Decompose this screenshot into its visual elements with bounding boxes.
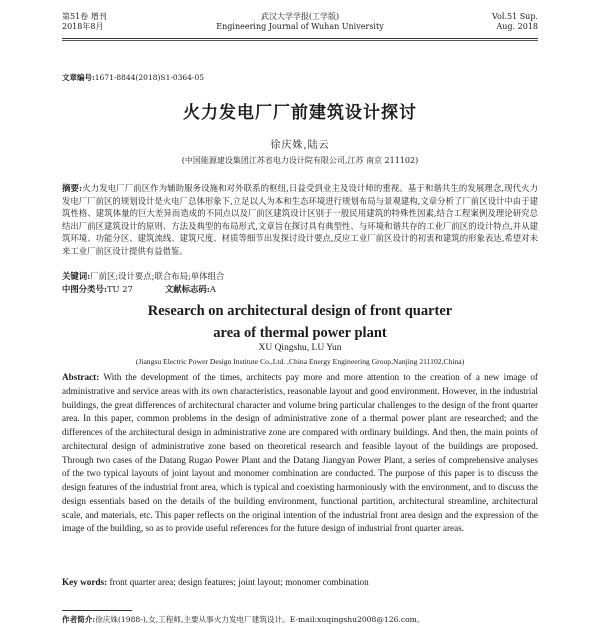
chinese-keywords — [62, 270, 538, 282]
header-rule-thin — [62, 40, 538, 41]
document-code-value: A — [209, 284, 216, 294]
english-title-line1: Research on architectural design of front quarter — [147, 303, 453, 319]
article-number-label: 文章编号: — [62, 73, 95, 82]
header-journal-cn: 武汉大学学报(工学版) — [260, 12, 340, 21]
footnote-text: 徐庆姝(1988-),女,工程师,主要从事火力发电厂建筑设计。E-mail:xuqingshu2008@126.com。 — [95, 615, 425, 624]
english-title — [0, 300, 600, 344]
english-keywords — [62, 577, 538, 587]
chinese-abstract-text: 火力发电厂厂前区作为辅助服务设施和对外联系的枢纽,日益受到业主及设计师的重视。基于和谐共生的发展理念,现代火力发电厂厂前区的规划设计是火电厂总体形象下,立足以人为本和生态环境进行规划布局与景观建构,文章分析了厂前区设计中由于建筑性格、建筑体量的巨大差异而造成的不同点以及厂前区建筑设计区别于一般民用建筑的特殊性因素,结合工程案例及理论研究总结出厂前区建筑设计的原则、方法及典型的布局形式,文章旨在探讨具有典型性、与环境和谐共存的工业厂前区的设计特点,并从建筑环境、功能分区、建筑流线、建筑尺度、材质等细节出发探讨设计要点,反应工业厂前区设计的初衷和建筑的形象表达,希望对未来工业厂前区设计提供有益借鉴。 — [62, 183, 538, 256]
header-volume-en-line: Vol.51 Sup. — [492, 12, 538, 21]
chinese-keywords-text: 厂前区;设计要点;联合布局;单体组合 — [90, 271, 225, 281]
classification-value: TU 27 — [106, 284, 133, 294]
article-number-value: 1671-8844(2018)S1-0364-05 — [94, 73, 205, 82]
english-title-line2: area of thermal power plant — [213, 325, 387, 341]
classification-line — [62, 283, 216, 295]
chinese-affiliation: (中国能源建设集团江苏省电力设计院有限公司,江苏 南京 211102) — [181, 156, 419, 165]
english-affiliation: (Jiangsu Electric Power Design Institute Co.,Ltd. ,China Energy Engineering Group,Nanjing 211102,China) — [135, 357, 465, 366]
english-keywords-label: Key words: — [62, 577, 108, 587]
article-number — [62, 72, 204, 83]
author-footnote — [62, 614, 538, 625]
english-keywords-text: front quarter area; design features; joint layout; monomer combination — [109, 577, 369, 587]
header-rule — [62, 38, 538, 39]
footnote-label: 作者简介: — [62, 615, 96, 624]
english-abstract-text: With the development of the times, architects pay more and more attention to the creation of a new image of administrative and service areas with its own characteristics, reasonable layout and good environment. However, in the industrial buildings, the great differences of architectural character and volume bring particular challenges to the design of the front quarter area. In this paper, common problems in the design of administrative zone of a thermal power plant are researched; and the differences of the architectural design in administrative zone are compared with ordinary buildings. And then, the main points of architectural design of administrative zone based on theoretical research and feasible layout of the buildings are proposed. Through two cases of the Datang Rugao Power Plant and the Datang Jiangyan Power Plant, a series of comprehensive analyses of the two typical layouts of joint layout and monomer combination are conducted. The purpose of this paper is to discuss the design features of the industrial front area, which is typical and coexisting harmoniously with the environment, and to discuss the design essentials based on the details of the building environment, functional partition, architectural streamline, architectural scale, and materials, etc. This paper reflects on the original intention of the industrial front area design and the expression of the image of the building, so as to provide useful references for the future design of industrial front quarter areas. — [62, 372, 538, 534]
document-code-label: 文献标志码: — [164, 284, 210, 294]
english-abstract-label: Abstract: — [62, 372, 100, 382]
chinese-abstract — [62, 182, 538, 258]
footnote-rule — [62, 610, 132, 611]
english-abstract — [62, 371, 538, 536]
chinese-keywords-label: 关键词: — [62, 271, 91, 281]
classification-label: 中图分类号: — [62, 284, 107, 294]
header-date: 2018年8月 — [62, 22, 104, 31]
chinese-abstract-label: 摘要: — [62, 183, 83, 193]
header-journal-en: Engineering Journal of Wuhan University — [216, 22, 384, 31]
header-volume-en — [492, 12, 538, 32]
header-volume-issue: 第51卷 增刊 — [62, 12, 107, 21]
header-date-en: Aug. 2018 — [496, 22, 538, 31]
chinese-title: 火力发电厂厂前建筑设计探讨 — [183, 103, 417, 123]
chinese-authors: 徐庆姝,陆云 — [270, 140, 330, 151]
english-authors: XU Qingshu, LU Yun — [258, 343, 342, 353]
